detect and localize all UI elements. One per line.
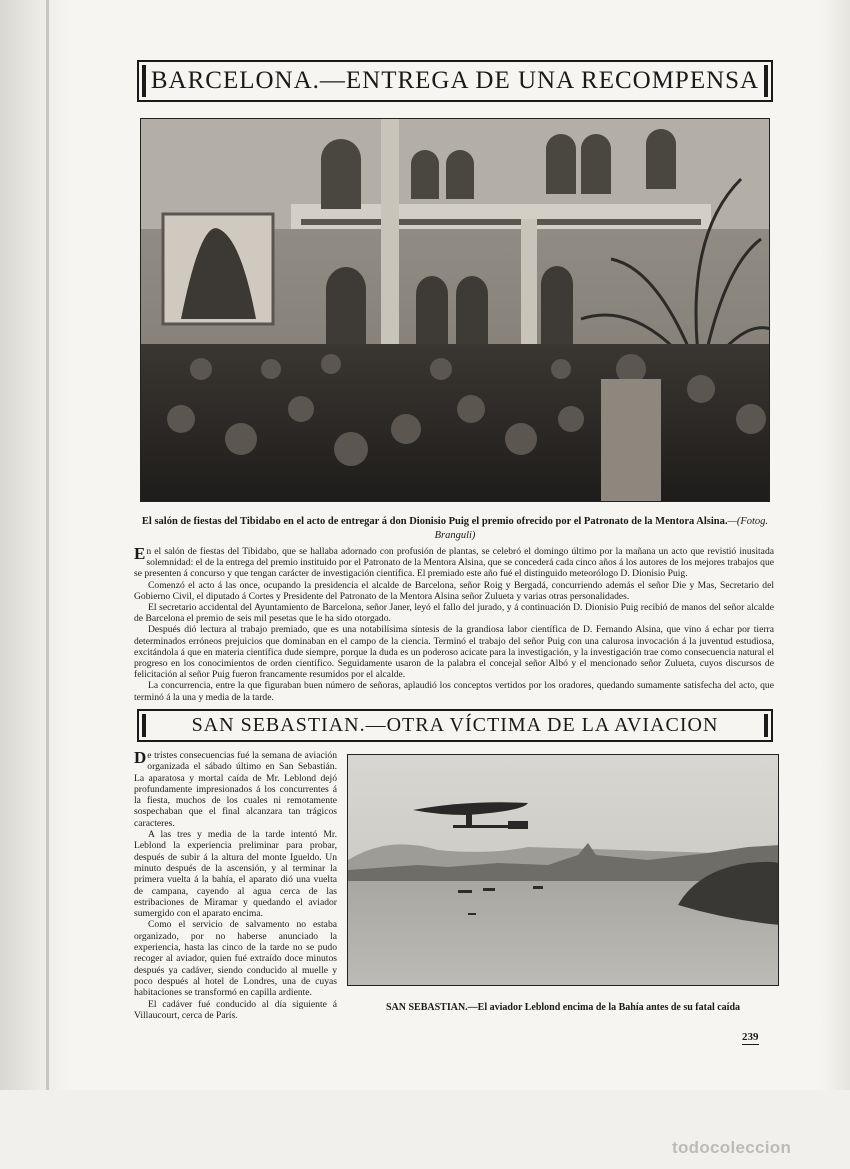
page-number: 239: [742, 1031, 759, 1043]
paragraph: El secretario accidental del Ayuntamiento de Barcelona, señor Janer, leyó el fallo del jurado, y á continuación D. Dionisio Puig recibió de manos del señor alcalde de Barcelona el premio de seis mil pesetas que le ha sido otorgado.: [134, 602, 774, 625]
article-title-barcelona: [137, 60, 773, 102]
paragraph: Comenzó el acto á las once, ocupando la presidencia el alcalde de Barcelona, señor Roig y Bergadá, concurriendo además el señor Die y Mas, Secretario del Gobierno Civil, el diputado á Cortes y Presidente del Patronato de la Mentora Alsina señor Zulueta y varias otras personalidades.: [134, 579, 774, 602]
paragraph: De tristes consecuencias fué la semana de aviación organizada el sábado último en San Sebastián. La aparatosa y mortal caída de Mr. Leblond dejó profundamente impresionados á los concurrentes á la fiesta, muchos de los cuales ni remotamente sospechaban que el final alcanzara tan trágicos caracteres.: [134, 748, 337, 829]
photo-caption-tibidabo: [140, 515, 770, 543]
paragraph: Después dió lectura al trabajo premiado, que es una notabilísima síntesis de la grandiosa labor científica de D. Fernando Alsina, que vino á echar por tierra determinados erróneos prejuicios que dominaban en el campo de la ciencia. Terminó el trabajo del señor Puig con una calurosa invocación á la juventud estudiosa, excitándola á que en materia científica dude siempre, porque la duda es un poderoso acicate para la investigación, y la investigación trae como consecuencia natural el progreso en los conocimientos de orden científico. Seguidamente usaron de la palabra el concejal señor Albó y el mencionado señor Zulueta, cuyos discursos de felicitación al señor Puig fueron francamente resumidos por el alcalde.: [134, 624, 774, 681]
photo-credit: —(Fotog. Branguli): [434, 516, 769, 541]
binding-edge: [46, 0, 49, 1169]
paragraph: En el salón de fiestas del Tibidabo, que se hallaba adornado con profusión de plantas, se celebró el domingo último por la mañana un acto que revistió inusitada solemnidad: el de la entrega del premio instituido por el Patronato de la Mentora Alsina, que se concederá cada cinco años á los autores de los mejores trabajos que se presenten á concurso y que tengan carácter de investigación científica. El premiado este año fué el distinguido meteorólogo D. Dionisio Puig.: [134, 544, 774, 580]
paragraph: A las tres y media de la tarde intentó Mr. Leblond la experiencia preliminar para probar, después de subir á la altura del monte Igueldo. Un minuto después de la ascensión, y al terminar la primera vuelta á la bahía, el aparato dió una vuelta de campana, cayendo al agua cerca de las estribaciones de Miramar y quedando el aviador sumergido con el aparato encima.: [134, 829, 337, 920]
article-body-barcelona: [134, 546, 774, 703]
photo-bay-aeroplane: [347, 754, 779, 986]
article-body-san-sebastian: [134, 750, 337, 1021]
drop-cap: D: [134, 748, 147, 767]
article-title-text: BARCELONA.—ENTREGA DE UNA RECOMPENSA: [150, 67, 760, 94]
paragraph: El cadáver fué conducido al día siguiente á Villaucourt, cerca de París.: [134, 998, 337, 1021]
photo-caption-san-sebastian: SAN SEBASTIAN.—El aviador Leblond encima de la Bahía antes de su fatal caída: [385, 1002, 741, 1013]
drop-cap: E: [134, 544, 146, 563]
article-title-san-sebastian: [137, 709, 773, 742]
article-title-text: SAN SEBASTIAN.—OTRA VÍCTIMA DE LA AVIACION: [191, 714, 719, 736]
caption-text: El salón de fiestas del Tibidabo en el acto de entregar á don Dionisio Puig el premio ofrecido por el Patronato de la Mentora Alsina.: [141, 516, 728, 527]
hall-illustration: [141, 119, 770, 502]
photo-tibidabo-hall: [140, 118, 770, 502]
watermark-logo: todocoleccion: [672, 1138, 792, 1157]
bay-illustration: [348, 755, 779, 986]
paragraph: Como el servicio de salvamento no estaba organizado, por no haberse anunciado la experiencia, hasta las cinco de la tarde no se pudo recoger al aviador, quien fué extraído doce minutos después ya cadáver, siendo conducido al muelle y poco después al hotel de Londres, una de cuyas habitaciones se transformó en capilla ardiente.: [134, 919, 337, 999]
paragraph: La concurrencia, entre la que figuraban buen número de señoras, aplaudió los conceptos vertidos por los oradores, quedando sumamente satisfecha del acto, que terminó á la una y media de la tarde.: [134, 680, 774, 703]
